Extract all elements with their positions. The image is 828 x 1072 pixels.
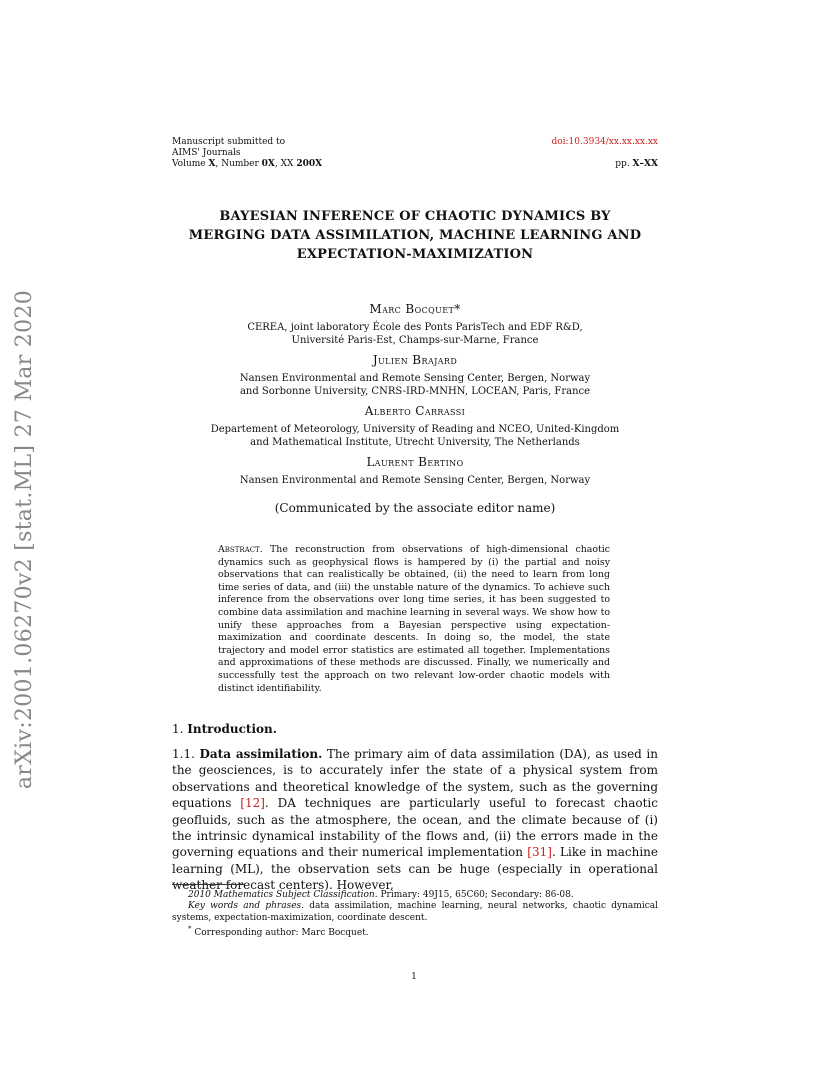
- manuscript-line: Manuscript submitted to: [172, 137, 286, 147]
- abstract-label: Abstract.: [218, 544, 263, 555]
- pages-prefix: pp.: [615, 159, 633, 169]
- communicated-by: (Communicated by the associate editor name): [274, 501, 556, 515]
- author-name: Alberto Carrassi: [364, 404, 466, 418]
- number-value: 0X: [261, 159, 275, 169]
- page-number: 1: [411, 972, 417, 982]
- citation-link[interactable]: [31]: [527, 845, 552, 860]
- volume-value: X: [208, 159, 216, 169]
- section-number: 1.: [172, 722, 184, 736]
- citation-link[interactable]: [12]: [240, 796, 265, 811]
- msc-text: Primary: 49J15, 65C60; Secondary: 86-08.: [377, 890, 574, 900]
- footnote-mark: *: [188, 925, 192, 934]
- arxiv-identifier: arXiv:2001.06270v2 [stat.ML] 27 Mar 2020: [12, 290, 37, 790]
- keywords-label: Key words and phrases.: [188, 901, 305, 912]
- author-name: Marc Bocquet*: [369, 302, 461, 316]
- title-line-2: MERGING DATA ASSIMILATION, MACHINE LEARNING AND: [188, 228, 642, 243]
- paragraph-text: . Like in machine learning (ML), the observation sets can be huge (especially in operational weather forecast centers). However,: [172, 845, 658, 893]
- header-right: [551, 137, 658, 170]
- section-title: Introduction.: [187, 722, 277, 736]
- paragraph-text: The primary aim of data assimilation (DA), as used in the geosciences, is to accurately infer the state of a physical system from observations and theoretical knowledge of the system, such as the governing equations: [172, 747, 658, 811]
- author-affiliation: Departement of Meteorology, University of Reading and NCEO, United-Kingdom: [210, 424, 620, 435]
- author-affiliation: CEREA, joint laboratory École des Ponts ParisTech and EDF R&D,: [247, 322, 583, 333]
- title-line-1: BAYESIAN INFERENCE OF CHAOTIC DYNAMICS BY: [219, 209, 611, 224]
- author-block: [172, 296, 658, 515]
- volume-prefix: Volume: [172, 159, 209, 169]
- author-affiliation: Université Paris-Est, Champs-sur-Marne, France: [291, 335, 539, 346]
- author-affiliation: and Sorbonne University, CNRS-IRD-MNHN, LOCEAN, Paris, France: [239, 386, 591, 397]
- subsection-title: Data assimilation.: [199, 747, 323, 761]
- abstract-text: The reconstruction from observations of high-dimensional chaotic dynamics such as geophysical flows is hampered by (i) the partial and noisy observations that can realistically be obtained, (ii) the need to learn from long time series of data, and (iii) the unstable nature of the dynamics. To achieve such inference from the observations over long time series, it has been suggested to combine data assimilation and machine learning in several ways. We show how to unify these approaches from a Bayesian perspective using expectation-maximization and coordinate descents. In doing so, the model, the state trajectory and model error statistics are estimated all together. Implementations and approximations of these methods are discussed. Finally, we numerically and successfully test the approach on two relevant low-order chaotic models with distinct identifiability.: [218, 544, 611, 694]
- corresponding-text: Corresponding author: Marc Bocquet.: [191, 928, 369, 939]
- footnote-msc: [172, 890, 658, 901]
- doi-link[interactable]: doi:10.3934/xx.xx.xx.xx: [551, 137, 658, 147]
- footnote-keywords: [172, 901, 658, 924]
- pages-line: [551, 159, 658, 170]
- abstract: [218, 544, 610, 695]
- author-affiliation: and Mathematical Institute, Utrecht University, The Netherlands: [250, 437, 580, 448]
- year-value: 200X: [296, 159, 323, 169]
- header-left: [172, 137, 322, 170]
- paragraph-text: . DA techniques are particularly useful to forecast chaotic geofluids, such as the atmosphere, the ocean, and the climate because of (i) the intrinsic dynamical instability of the flows and, (ii) the errors made in the governing equations and their numerical implementation: [172, 796, 658, 860]
- msc-label: 2010 Mathematics Subject Classification.: [188, 890, 378, 900]
- author-affiliation: Nansen Environmental and Remote Sensing Center, Bergen, Norway: [239, 475, 591, 486]
- pages-value: X–XX: [632, 159, 658, 169]
- section-heading: [172, 722, 277, 736]
- volume-line: [172, 159, 322, 170]
- number-prefix: , Number: [215, 159, 262, 169]
- date-prefix: , XX: [274, 159, 297, 169]
- author-name: Laurent Bertino: [366, 455, 464, 469]
- author-name: Julien Brajard: [372, 353, 458, 367]
- subsection-paragraph: [172, 746, 658, 894]
- subsection-number: 1.1.: [172, 747, 195, 761]
- keywords-text: data assimilation, machine learning, neural networks, chaotic dynamical systems, expectation-maximization, coordinate descent.: [172, 901, 658, 923]
- footnotes: [172, 890, 658, 940]
- journal-line: AIMS' Journals: [172, 148, 241, 158]
- title-line-3: EXPECTATION-MAXIMIZATION: [296, 247, 534, 262]
- footnote-rule: [172, 884, 244, 885]
- author-affiliation: Nansen Environmental and Remote Sensing Center, Bergen, Norway: [239, 373, 591, 384]
- paper-title: [172, 207, 658, 264]
- footnote-corresponding: [172, 924, 658, 939]
